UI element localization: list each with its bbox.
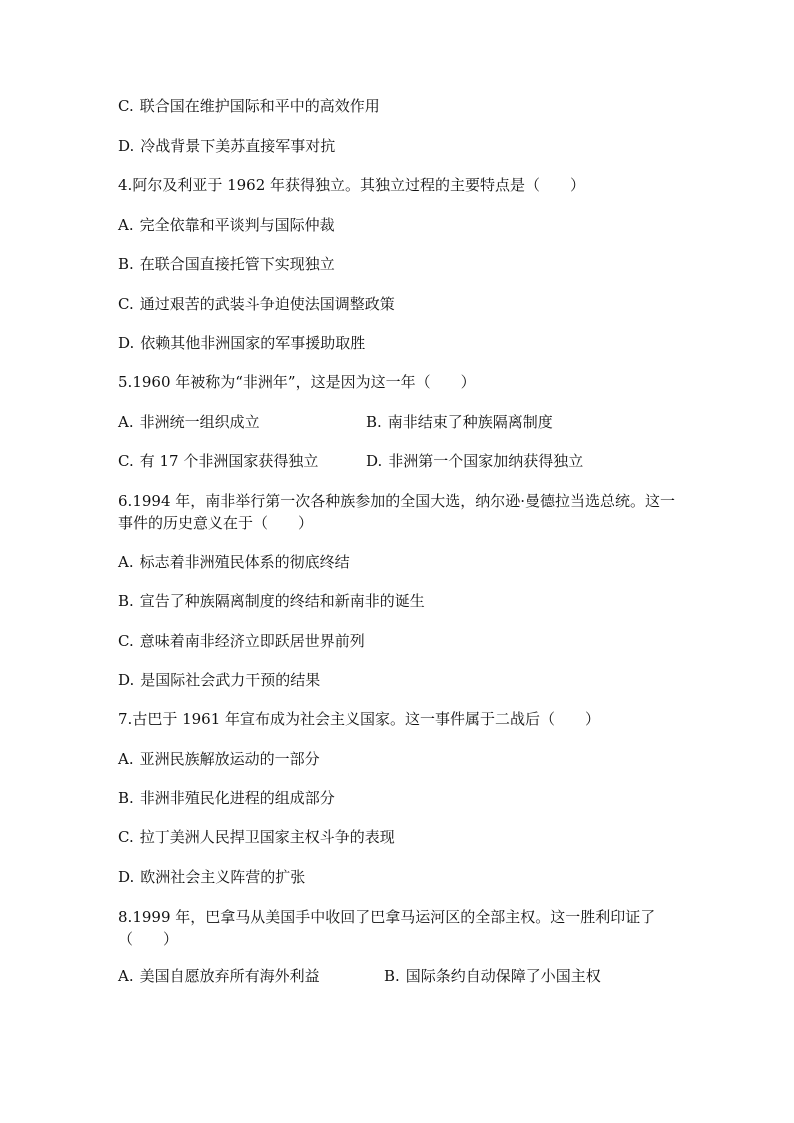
option-label: A. [118,413,134,431]
question-number: 7. [118,710,133,728]
option-text: 非洲第一个国家加纳获得独立 [388,452,584,470]
option-text: 依赖其他非洲国家的军事援助取胜 [140,334,366,352]
question-number: 4. [118,176,133,194]
option-label: D. [118,334,135,352]
option-label: C. [118,97,134,115]
option-text: 宣告了种族隔离制度的终结和新南非的诞生 [139,592,425,610]
option-text: 亚洲民族解放运动的一部分 [139,750,320,768]
option-label: C. [118,452,134,470]
option-text: 南非结束了种族隔离制度 [387,413,553,431]
option-label: C. [118,828,134,846]
question-number: 8. [118,908,133,926]
question-6-stem [118,490,678,534]
option-label: B. [118,255,134,273]
question-7-stem [118,709,600,729]
q5-option-d [366,451,583,471]
q6-option-b [118,591,425,611]
q6-option-d [118,670,320,690]
q7-option-a [118,749,320,769]
option-text: 拉丁美洲人民捍卫国家主权斗争的表现 [139,828,395,846]
option-text: 是国际社会武力干预的结果 [140,671,321,689]
question-8-stem [118,906,678,950]
option-label: A. [118,967,134,985]
question-text: 1960 年被称为“非洲年”，这是因为这一年（ ） [132,373,476,391]
option-text: 在联合国直接托管下实现独立 [139,255,335,273]
question-text: 阿尔及利亚于 1962 年获得独立。其独立过程的主要特点是（ ） [132,176,586,194]
option-text: 非洲统一组织成立 [139,413,260,431]
option-text: 完全依靠和平谈判与国际仲裁 [139,216,335,234]
q5-option-a [118,412,260,432]
option-label: C. [118,295,134,313]
q3-option-d [118,136,335,156]
question-4-stem [118,175,585,195]
q8-option-a [118,966,320,986]
option-text: 意味着南非经济立即跃居世界前列 [139,632,365,650]
q4-option-b [118,254,335,274]
option-text: 非洲非殖民化进程的组成部分 [139,789,335,807]
option-label: C. [118,632,134,650]
option-label: D. [366,452,383,470]
option-label: D. [118,671,135,689]
q5-option-b [366,412,553,432]
q8-option-b [384,966,601,986]
q7-option-d [118,867,305,887]
option-text: 冷战背景下美苏直接军事对抗 [140,137,336,155]
option-text: 通过艰苦的武装斗争迫使法国调整政策 [139,295,395,313]
question-number: 6. [118,492,133,510]
q3-option-c [118,96,380,116]
option-label: B. [118,789,134,807]
question-text: 1999 年，巴拿马从美国手中收回了巴拿马运河区的全部主权。这一胜利印证了（ ） [118,908,656,948]
option-text: 美国自愿放弃所有海外利益 [139,967,320,985]
option-label: B. [366,413,382,431]
question-text: 1994 年，南非举行第一次各种族参加的全国大选，纳尔逊·曼德拉当选总统。这一事件的历史意义在于（ ） [118,492,676,532]
option-label: B. [118,592,134,610]
option-label: A. [118,216,134,234]
q4-option-c [118,294,395,314]
question-text: 古巴于 1961 年宣布成为社会主义国家。这一事件属于二战后（ ） [132,710,601,728]
q4-option-d [118,333,365,353]
q6-option-c [118,631,365,651]
question-number: 5. [118,373,133,391]
q6-option-a [118,552,350,572]
option-text: 联合国在维护国际和平中的高效作用 [139,97,380,115]
option-label: A. [118,553,134,571]
option-text: 国际条约自动保障了小国主权 [405,967,601,985]
option-label: A. [118,750,134,768]
option-text: 标志着非洲殖民体系的彻底终结 [139,553,350,571]
q5-option-c [118,451,318,471]
option-text: 有 17 个非洲国家获得独立 [139,452,319,470]
option-label: D. [118,137,135,155]
question-5-stem [118,372,476,392]
option-label: B. [384,967,400,985]
option-text: 欧洲社会主义阵营的扩张 [140,868,306,886]
q7-option-c [118,827,395,847]
q7-option-b [118,788,335,808]
q4-option-a [118,215,335,235]
option-label: D. [118,868,135,886]
